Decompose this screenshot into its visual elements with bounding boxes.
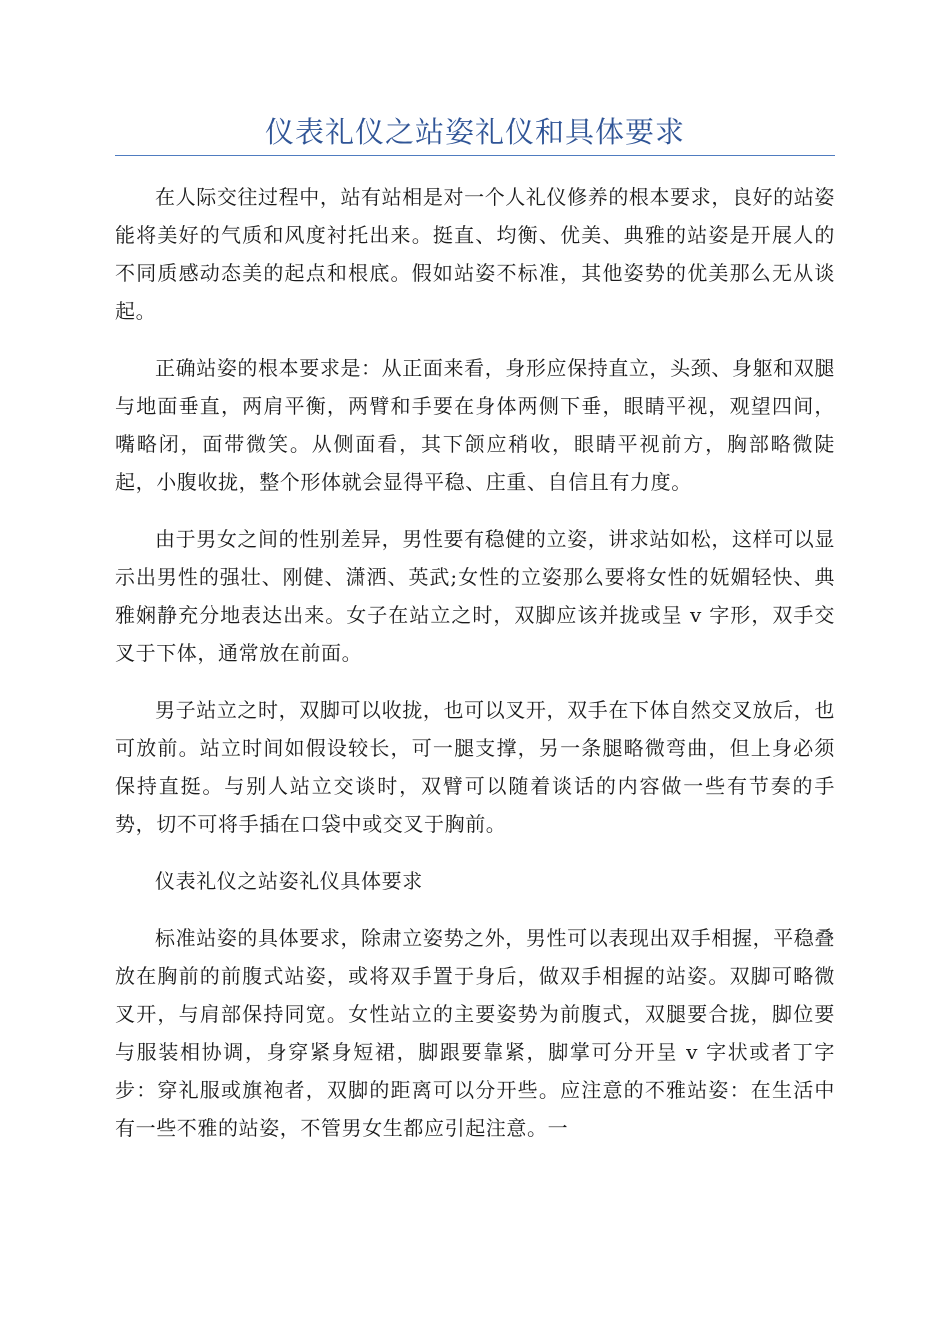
section-subheading: 仪表礼仪之站姿礼仪具体要求 xyxy=(155,869,423,893)
document-page xyxy=(115,112,835,1166)
document-title: 仪表礼仪之站姿礼仪和具体要求 xyxy=(115,112,835,156)
paragraph-intro: 在人际交往过程中，站有站相是对一个人礼仪修养的根本要求，良好的站姿能将美好的气质和风度衬托出来。挺直、均衡、优美、典雅的站姿是开展人的不同质感动态美的起点和根底。假如站姿不标准，其他姿势的优美那么无从谈起。 xyxy=(115,185,835,323)
document-body xyxy=(115,178,835,1147)
paragraph-male-standing: 男子站立之时，双脚可以收拢，也可以叉开，双手在下体自然交叉放后，也可放前。站立时间如假设较长，可一腿支撑，另一条腿略微弯曲，但上身必须保持直挺。与别人站立交谈时，双臂可以随着谈话的内容做一些有节奏的手势，切不可将手插在口袋中或交叉于胸前。 xyxy=(115,698,835,836)
paragraph-standard-posture: 标准站姿的具体要求，除肃立姿势之外，男性可以表现出双手相握，平稳叠放在胸前的前腹式站姿，或将双手置于身后，做双手相握的站姿。双脚可略微叉开，与肩部保持同宽。女性站立的主要姿势为前腹式，双腿要合拢，脚位要与服装相协调，身穿紧身短裙，脚跟要靠紧，脚掌可分开呈 v 字状或者丁字步：穿礼服或旗袍者，双脚的距离可以分开些。应注意的不雅站姿：在生活中有一些不雅的站姿，不管男女生都应引起注意。一 xyxy=(115,926,835,1140)
paragraph-basic-requirements: 正确站姿的根本要求是：从正面来看，身形应保持直立，头颈、身躯和双腿与地面垂直，两肩平衡，两臂和手要在身体两侧下垂，眼睛平视，观望四间，嘴略闭，面带微笑。从侧面看，其下颌应稍收，眼睛平视前方，胸部略微陡起，小腹收拢，整个形体就会显得平稳、庄重、自信且有力度。 xyxy=(115,356,835,494)
paragraph-gender-differences: 由于男女之间的性别差异，男性要有稳健的立姿，讲求站如松，这样可以显示出男性的强壮、刚健、潇洒、英武;女性的立姿那么要将女性的妩媚轻快、典雅娴静充分地表达出来。女子在站立之时，双脚应该并拢或呈 v 字形，双手交叉于下体，通常放在前面。 xyxy=(115,527,835,665)
